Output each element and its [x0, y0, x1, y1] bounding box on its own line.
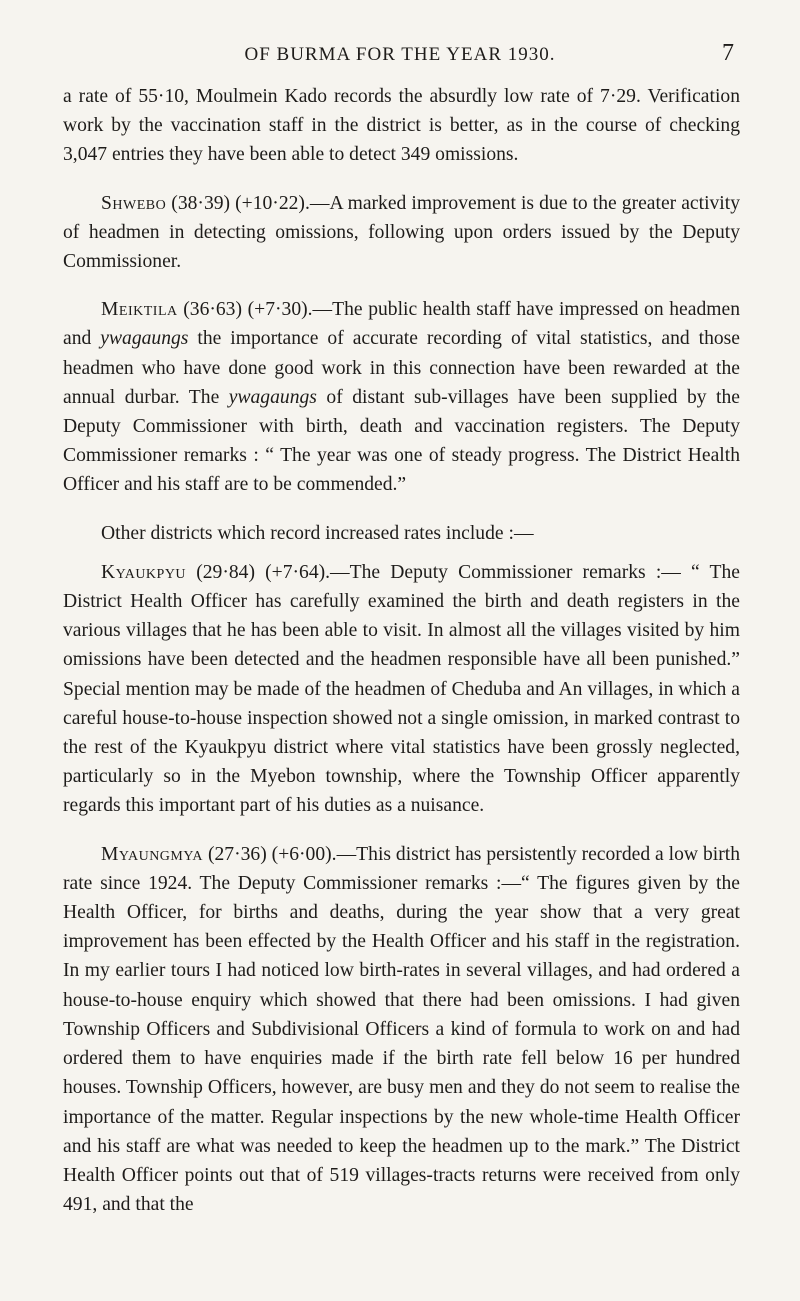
paragraph-text: (36·63) (+7·30).—The public health staff have impressed on headmen and [63, 299, 740, 350]
district-name: Kyaukpyu [101, 561, 187, 583]
paragraph-text: of distant sub-villages have been supplied by the Deputy Commissioner with birth, death and vaccination registers. The Deputy Commissioner remarks : “ The year was one of steady progress. The District Health Officer and his staff are to be commended.” [63, 386, 740, 496]
running-title: OF BURMA FOR THE YEAR 1930. [244, 44, 556, 65]
italic-term: ywagaungs [228, 386, 317, 408]
document-body [63, 82, 740, 1219]
paragraph-meiktila [63, 295, 740, 499]
district-name: Meiktila [101, 299, 178, 321]
paragraph-kyaukpyu [63, 558, 740, 821]
district-name: Myaungmya [101, 843, 204, 865]
italic-term: ywagaungs [100, 328, 189, 350]
paragraph-other-districts: Other districts which record increased rates include :— [101, 522, 534, 544]
running-head [0, 38, 800, 72]
paragraph-myaungmya [63, 840, 740, 1220]
page-number: 7 [722, 40, 734, 66]
paragraph-text: (27·36) (+6·00).—This district has persistently recorded a low birth rate since 1924. The Deputy Commissioner remarks :—“ The figures given by the Health Officer, for births and deaths, during the year show that a very great improvement has been effected by the Health Officer and his staff in the registration. In my earlier tours I had noticed low birth-rates in several villages, and had ordered a house-to-house enquiry which showed that there had been omissions. I had given Township Officers and Subdivisional Officers a kind of formula to work on and had ordered them to have enquiries made if the birth rate fell below 16 per hundred houses. Township Officers, however, are busy men and they do not seem to realise the importance of the matter. Regular inspections by the new whole-time Health Officer and his staff are what was needed to keep the headmen up to the mark.” The District Health Officer points out that of 519 villages-tracts returns were received from only 491, and that the [63, 843, 740, 1216]
paragraph-text: the importance of accurate recording of vital statistics, and those headmen who have done good work in this connection have been rewarded at the annual durbar. The [63, 328, 740, 408]
paragraph-1: a rate of 55·10, Moulmein Kado records the absurdly low rate of 7·29. Verification work by the vaccination staff in the district is better, as in the course of checking 3,047 entries they have been able to detect 349 omissions. [63, 86, 740, 166]
district-name: Shwebo [101, 192, 167, 214]
paragraph-text: (29·84) (+7·64).—The Deputy Commissioner remarks :— “ The District Health Officer has carefully examined the birth and death registers in the various villages that he has been able to visit. In almost all the villages visited by him omissions have been detected and the headmen responsible have all been punished.” Special mention may be made of the headmen of Cheduba and An villages, in which a careful house-to-house inspection showed not a single omission, in marked contrast to the rest of the Kyaukpyu district where vital statistics have been grossly neglected, particularly so in the Myebon township, where the Township Officer apparently regards this important part of his duties as a nuisance. [63, 561, 740, 817]
paragraph-shwebo [63, 189, 740, 277]
paragraph-text: (38·39) (+10·22).—A marked improvement is due to the greater activity of headmen in detecting omissions, following upon orders issued by the Deputy Commissioner. [63, 192, 740, 273]
